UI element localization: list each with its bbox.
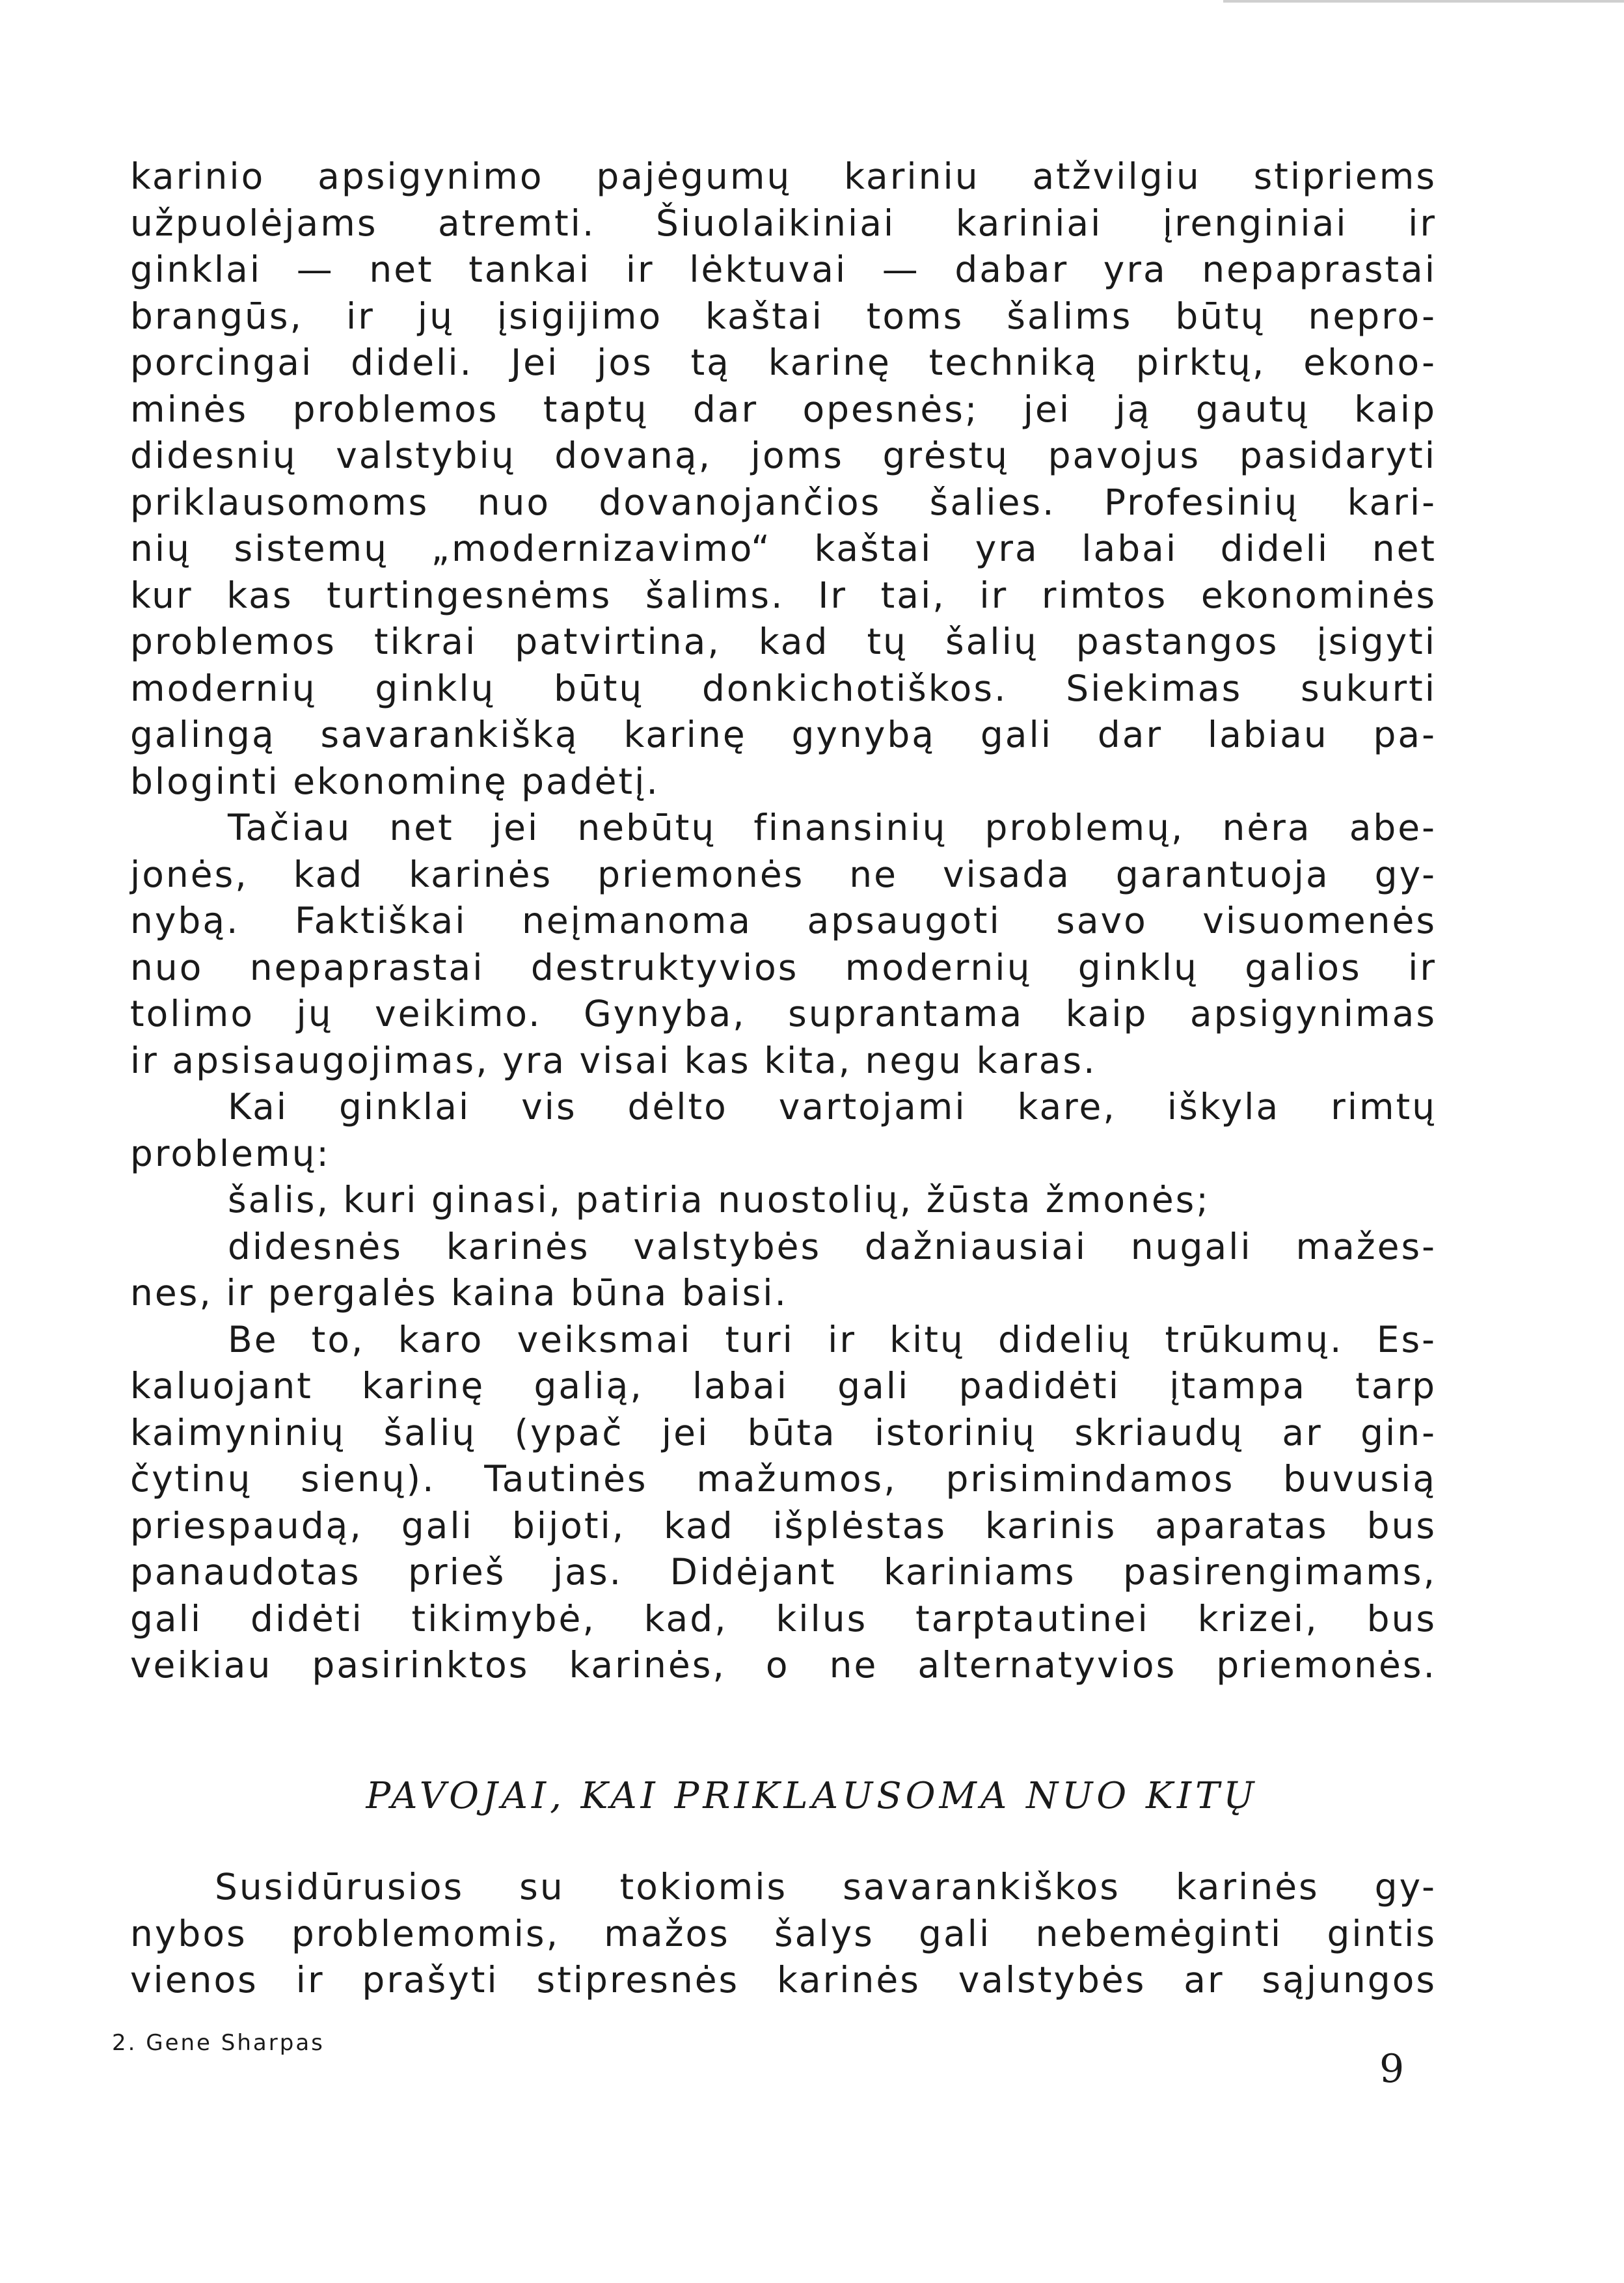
text-line: brangūs, ir jų įsigijimo kaštai toms šalims būtų nepro- (130, 295, 1437, 337)
text-line: tolimo jų veikimo. Gynyba, suprantama kaip apsigynimas (130, 993, 1437, 1034)
text-line: panaudotas prieš jas. Didėjant kariniams pasirengimams, (130, 1551, 1437, 1593)
text-line: modernių ginklų būtų donkichotiškos. Siekimas sukurti (130, 667, 1437, 709)
text-line: gali didėti tikimybė, kad, kilus tarptautinei krizei, bus (130, 1597, 1437, 1640)
text-line: kaimyninių šalių (ypač jei būta istorinių skriaudų ar gin- (130, 1411, 1437, 1453)
text-line: šalis, kuri ginasi, patiria nuostolių, žūsta žmonės; (228, 1179, 1210, 1221)
text-line: problemos tikrai patvirtina, kad tų šalių pastangos įsigyti (130, 621, 1437, 662)
text-line: nes, ir pergalės kaina būna baisi. (130, 1272, 789, 1314)
signature-footnote: 2. Gene Sharpas (112, 2030, 325, 2056)
text-line: problemų: (130, 1132, 331, 1174)
text-line: didesnės karinės valstybės dažniausiai nugali mažes- (228, 1225, 1437, 1267)
text-line: bloginti ekonominę padėtį. (130, 760, 660, 802)
scan-edge-line (1223, 0, 1624, 3)
text-line: didesnių valstybių dovaną, joms grėstų pavojus pasidaryti (130, 435, 1437, 476)
text-line: nuo nepaprastai destruktyvios modernių ginklų galios ir (130, 946, 1437, 988)
text-line: čytinų sienų). Tautinės mažumos, prisimindamos buvusią (130, 1458, 1437, 1500)
text-line: jonės, kad karinės priemonės ne visada garantuoja gy- (130, 853, 1437, 895)
text-line: priklausomoms nuo dovanojančios šalies. Profesinių kari- (130, 481, 1437, 523)
page-number: 9 (1379, 2046, 1405, 2092)
text-line: kaluojant karinę galią, labai gali padidėti įtampa tarp (130, 1365, 1437, 1407)
text-line: vienos ir prašyti stipresnės karinės valstybės ar sąjungos (130, 1959, 1437, 2001)
text-line: Kai ginklai vis dėlto vartojami kare, iškyla rimtų (228, 1086, 1437, 1128)
text-line: užpuolėjams atremti. Šiuolaikiniai kariniai įrenginiai ir (130, 202, 1437, 244)
text-line: porcingai dideli. Jei jos tą karinę techniką pirktų, ekono- (130, 342, 1437, 383)
text-line: priespaudą, gali bijoti, kad išplėstas karinis aparatas bus (130, 1504, 1437, 1547)
text-line: Tačiau net jei nebūtų finansinių problemų, nėra abe- (228, 807, 1437, 848)
text-line: Susidūrusios su tokiomis savarankiškos karinės gy- (215, 1866, 1437, 1908)
text-line: ginklai — net tankai ir lėktuvai — dabar yra nepaprastai (130, 249, 1437, 290)
text-line: Be to, karo veiksmai turi ir kitų didelių trūkumų. Es- (228, 1318, 1437, 1360)
text-line: nybos problemomis, mažos šalys gali nebemėginti gintis (130, 1912, 1437, 1954)
text-line: karinio apsigynimo pajėgumų kariniu atžvilgiu stipriems (130, 155, 1437, 197)
text-line: nybą. Faktiškai neįmanoma apsaugoti savo visuomenės (130, 900, 1437, 941)
body-text-bottom (130, 1864, 1437, 2004)
body-text-top (130, 154, 1437, 1689)
text-line: ir apsisaugojimas, yra visai kas kita, negu karas. (130, 1039, 1097, 1081)
text-line: nių sistemų „modernizavimo“ kaštai yra labai dideli net (130, 528, 1437, 569)
text-line: kur kas turtingesnėms šalims. Ir tai, ir rimtos ekonominės (130, 574, 1437, 616)
text-line: veikiau pasirinktos karinės, o ne alternatyvios priemonės. (130, 1644, 1437, 1686)
section-heading: PAVOJAI, KAI PRIKLAUSOMA NUO KITŲ (366, 1775, 1258, 1817)
text-line: galingą savarankišką karinę gynybą gali dar labiau pa- (130, 714, 1437, 755)
text-line: minės problemos taptų dar opesnės; jei ją gautų kaip (130, 388, 1437, 430)
